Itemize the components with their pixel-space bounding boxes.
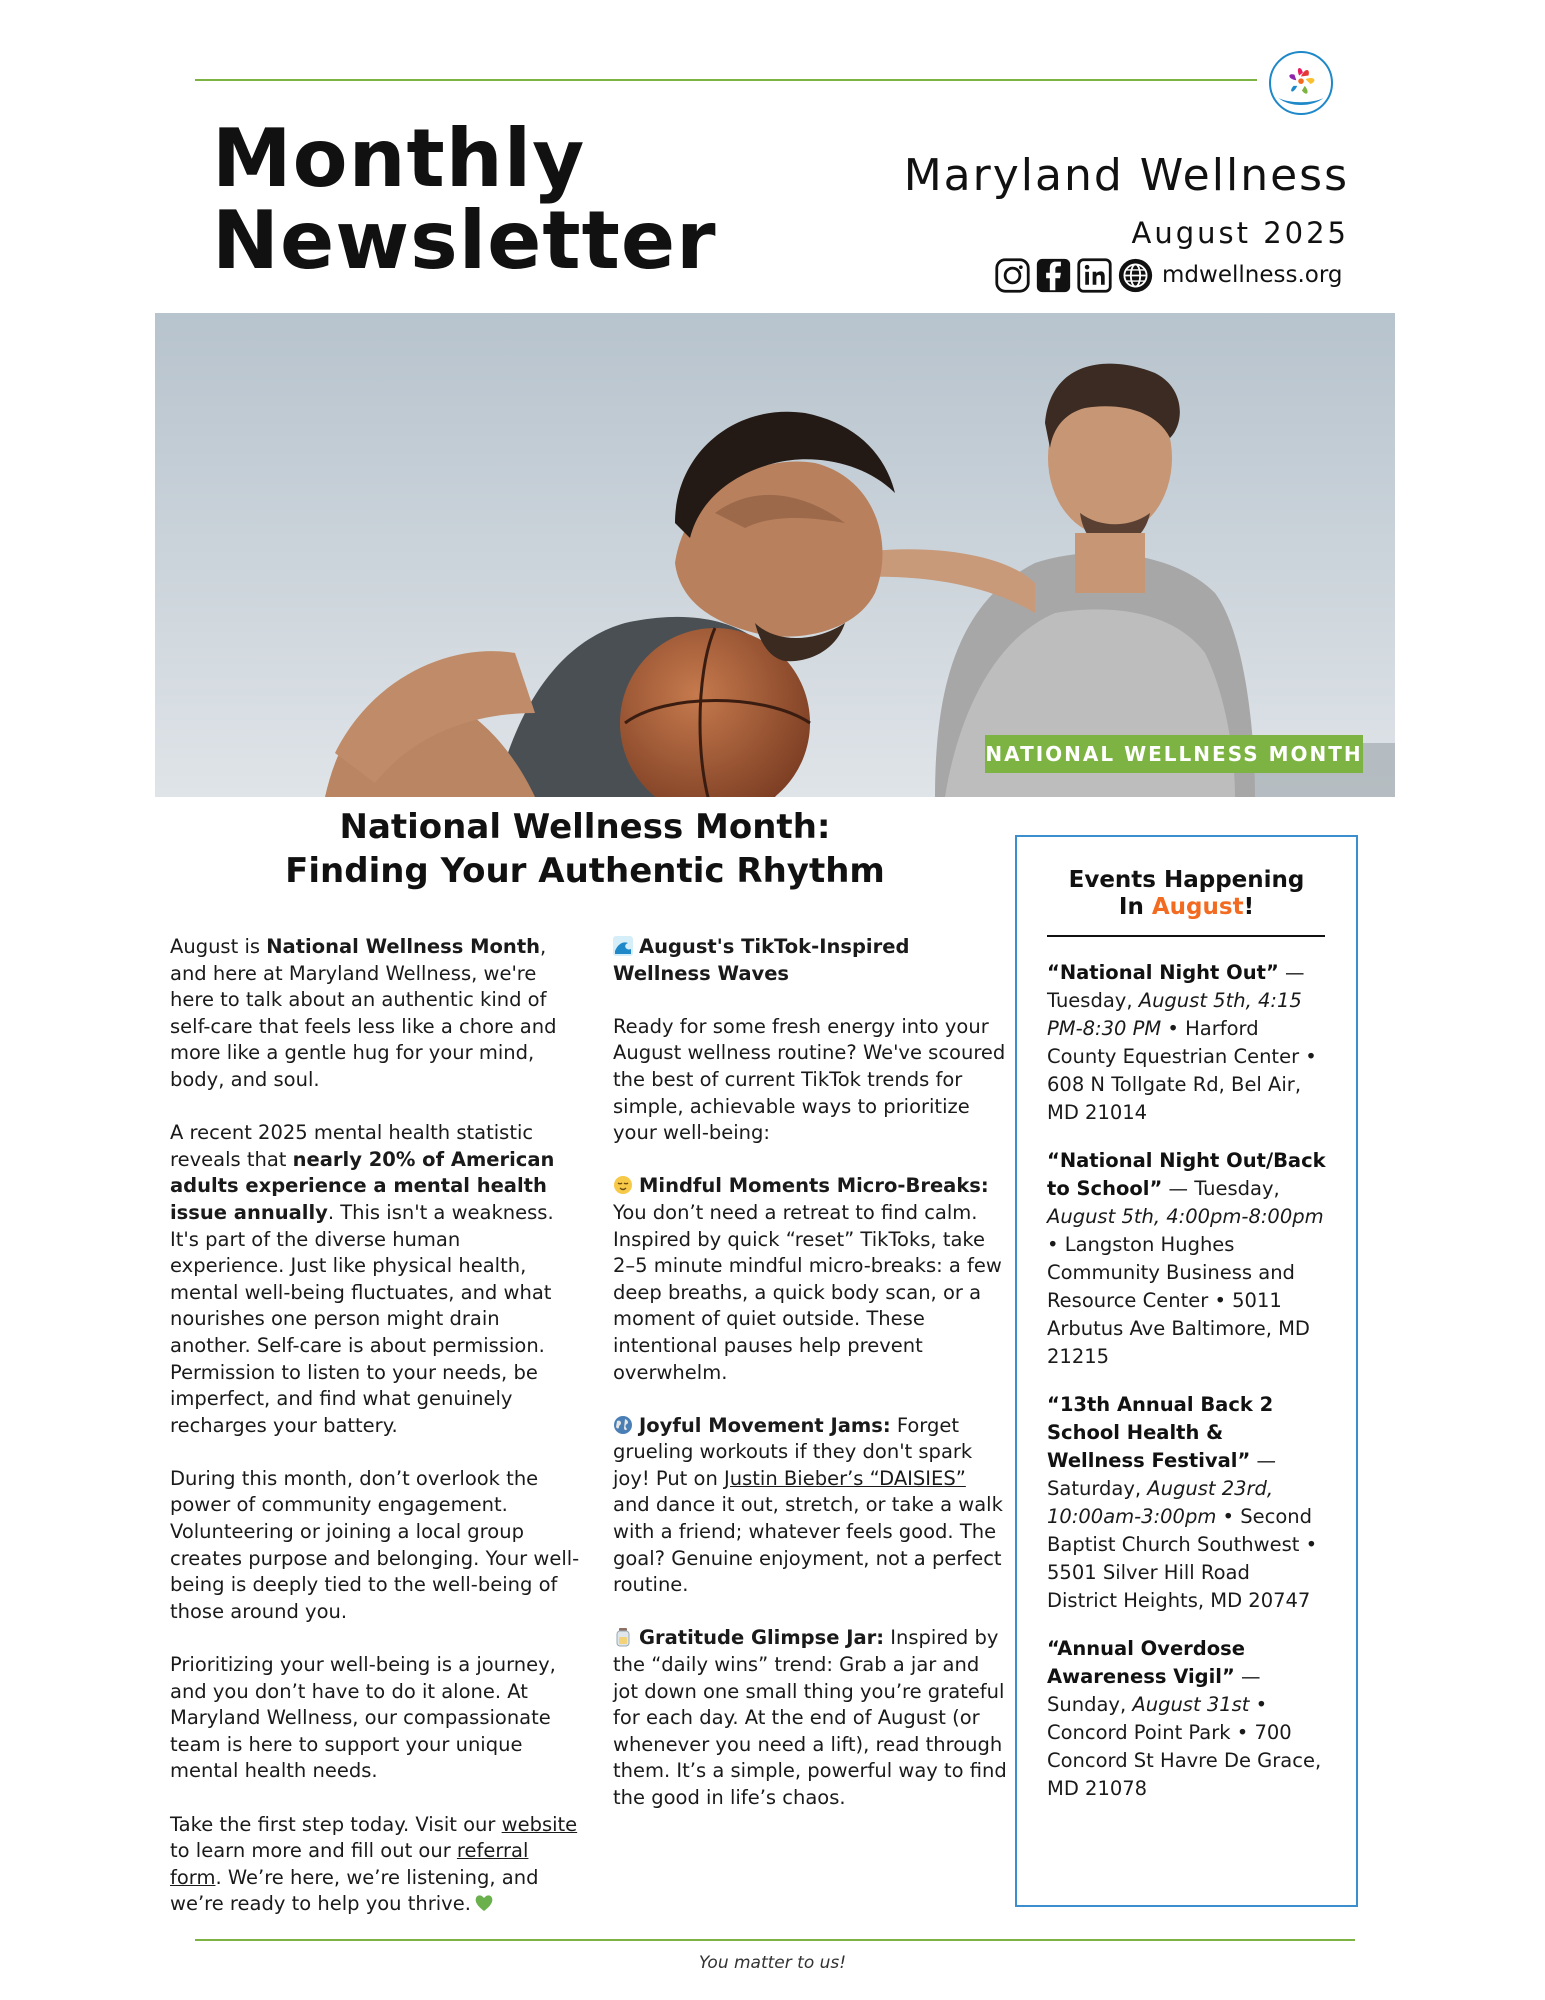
daisies-song-link[interactable]: Justin Bieber’s “DAISIES” xyxy=(724,1466,966,1490)
events-divider xyxy=(1047,935,1325,937)
paragraph-intro xyxy=(170,934,580,1094)
events-title-in: In xyxy=(1118,894,1152,920)
paragraph-community: During this month, don’t overlook the power of community engagement. Volunteering or joining a local group creates purpose and belonging. Your well-being is deeply tied to the well-being of those around you. xyxy=(170,1466,580,1623)
event-item xyxy=(1047,1147,1326,1371)
event-date-time: August 5th, 4:00pm-8:00pm xyxy=(1047,1205,1324,1228)
intro-text-rest: , and here at Maryland Wellness, we're here to talk about an authentic kind of self-care that feels less like a chore and more like a gentle hug for your mind, body, and soul. xyxy=(170,935,557,1091)
statistic-text-rest: . This isn't a weakness. It's part of the diverse human experience. Just like physical health, mental well-being fluctuates, and what nourishes one person might drain another. Self-care is about permission. Permission to listen to your needs, be imperfect, and find what genuinely recharges your battery. xyxy=(170,1200,554,1437)
linkedin-icon[interactable] xyxy=(1076,257,1113,294)
article-column-middle xyxy=(613,934,1008,1838)
event-day: Tuesday, xyxy=(1194,1177,1280,1200)
events-title-line-1: Events Happening xyxy=(1068,867,1305,893)
event-location: • Harford County Equestrian Center • 608 N Tollgate Rd, Bel Air, MD 21014 xyxy=(1047,1017,1317,1124)
title-line-2: Newsletter xyxy=(212,194,717,287)
issue-date: August 2025 xyxy=(1131,216,1349,250)
relieved-face-icon xyxy=(613,1175,633,1195)
article-column-left xyxy=(170,934,580,1945)
event-date-time: August 5th, 4:15 PM-8:30 PM xyxy=(1047,989,1302,1040)
footer-tagline: You matter to us! xyxy=(698,1953,847,1973)
tip-mindful-moments xyxy=(613,1173,1008,1386)
event-item xyxy=(1047,1635,1326,1803)
cta-text: Take the first step today. Visit our xyxy=(170,1812,502,1836)
events-title-line-2 xyxy=(1047,894,1326,921)
tiktok-heading-text: August's TikTok-Inspired Wellness Waves xyxy=(613,935,910,985)
event-day: Sunday, xyxy=(1047,1693,1133,1716)
green-heart-icon xyxy=(474,1893,494,1913)
events-title xyxy=(1047,867,1326,921)
jar-icon xyxy=(613,1627,633,1647)
tip-text: You don’t need a retreat to find calm. Inspired by quick “reset” TikToks, take 2–5 minute mindful micro-breaks: a few deep breaths, a quick body scan, or a moment of quiet outside. These intentional pauses help prevent overwhelm. xyxy=(613,1200,1002,1384)
statistic-emphasis: nearly 20% of American adults experience a mental health issue annually xyxy=(170,1147,555,1224)
logo-mark xyxy=(1271,53,1331,113)
hero-badge: NATIONAL WELLNESS MONTH xyxy=(985,735,1363,773)
tip-text: Inspired by the “daily wins” trend: Grab a jar and jot down one small thing you’re grateful for each day. At the end of August (or whenever you need a lift), read through them. It’s a simple, powerful way to find the good in life’s chaos. xyxy=(613,1626,1007,1809)
tip-title: Mindful Moments Micro-Breaks: xyxy=(639,1174,989,1198)
globe-icon[interactable] xyxy=(1117,257,1154,294)
paragraph-call-to-action xyxy=(170,1812,580,1918)
tip-gratitude-jar xyxy=(613,1625,1008,1811)
org-logo xyxy=(1269,51,1333,115)
intro-emphasis: National Wellness Month xyxy=(266,935,541,958)
event-date-time: August 23rd, 10:00am-3:00pm xyxy=(1047,1477,1274,1528)
cta-text-middle: to learn more and fill out our xyxy=(170,1839,457,1863)
events-sidebar xyxy=(1015,835,1358,1907)
intro-text: August is xyxy=(170,935,267,958)
tip-title: Joyful Movement Jams: xyxy=(639,1413,891,1437)
events-title-month: August xyxy=(1151,894,1244,920)
org-name: Maryland Wellness xyxy=(903,150,1349,201)
event-name: “13th Annual Back 2 School Health & Wellness Festival” xyxy=(1047,1393,1274,1472)
tip-text: Forget grueling workouts if they don't spark joy! Put on xyxy=(613,1413,973,1490)
event-separator: — xyxy=(1234,1665,1261,1688)
event-separator: — xyxy=(1162,1177,1195,1200)
bottom-divider xyxy=(195,1939,1355,1941)
event-item xyxy=(1047,959,1326,1127)
event-location: • Concord Point Park • 700 Concord St Havre De Grace, MD 21078 xyxy=(1047,1693,1322,1800)
event-name: “National Night Out/Back to School” xyxy=(1047,1149,1326,1200)
tiktok-heading xyxy=(613,934,1008,987)
headline-line-2: Finding Your Authentic Rhythm xyxy=(285,851,885,891)
event-day: Tuesday, xyxy=(1047,989,1139,1012)
event-location: • Second Baptist Church Southwest • 5501 Silver Hill Road District Heights, MD 20747 xyxy=(1047,1505,1318,1612)
facebook-icon[interactable] xyxy=(1035,257,1072,294)
newsletter-title xyxy=(212,112,717,287)
wave-icon xyxy=(613,936,633,956)
cta-text-end: . We’re here, we’re listening, and we’re ready to help you thrive. xyxy=(170,1865,539,1916)
social-links xyxy=(994,255,1342,295)
statistic-text: A recent 2025 mental health statistic reveals that xyxy=(170,1121,534,1171)
event-name: “National Night Out” xyxy=(1047,961,1279,984)
tip-joyful-movement xyxy=(613,1413,1008,1599)
instagram-icon[interactable] xyxy=(994,257,1031,294)
paragraph-support: Prioritizing your well-being is a journey, and you don’t have to do it alone. At Maryland Wellness, our compassionate team is here to support your unique mental health needs. xyxy=(170,1653,556,1783)
tip-text-rest: and dance it out, stretch, or take a walk with a friend; whatever feels good. The goal? Genuine enjoyment, not a perfect routine. xyxy=(613,1493,1003,1597)
event-day: Saturday, xyxy=(1047,1477,1148,1500)
event-name: “Annual Overdose Awareness Vigil” xyxy=(1047,1637,1245,1688)
event-location: • Langston Hughes Community Business and Resource Center • 5011 Arbutus Ave Baltimore, MD 21215 xyxy=(1047,1233,1310,1368)
event-separator: — xyxy=(1278,961,1305,984)
headline-line-1: National Wellness Month: xyxy=(339,807,831,847)
top-divider xyxy=(195,79,1257,81)
website-text-link[interactable]: website xyxy=(501,1812,578,1836)
tiktok-intro: Ready for some fresh energy into your August wellness routine? We've scoured the best of current TikTok trends for simple, achievable ways to prioritize your well-being: xyxy=(613,1014,1006,1145)
event-item xyxy=(1047,1391,1326,1615)
event-date-time: August 31st xyxy=(1132,1693,1250,1716)
title-line-1: Monthly xyxy=(212,112,586,205)
referral-form-link[interactable]: referral form xyxy=(170,1839,529,1889)
website-link[interactable]: mdwellness.org xyxy=(1162,262,1343,288)
article-headline xyxy=(170,805,1000,893)
events-title-exclaim: ! xyxy=(1243,894,1255,920)
globe-emoji-icon xyxy=(613,1415,633,1435)
tip-title: Gratitude Glimpse Jar: xyxy=(639,1626,885,1650)
event-separator: — xyxy=(1250,1449,1276,1472)
hero-photo xyxy=(155,313,1395,797)
paragraph-statistic xyxy=(170,1120,580,1439)
